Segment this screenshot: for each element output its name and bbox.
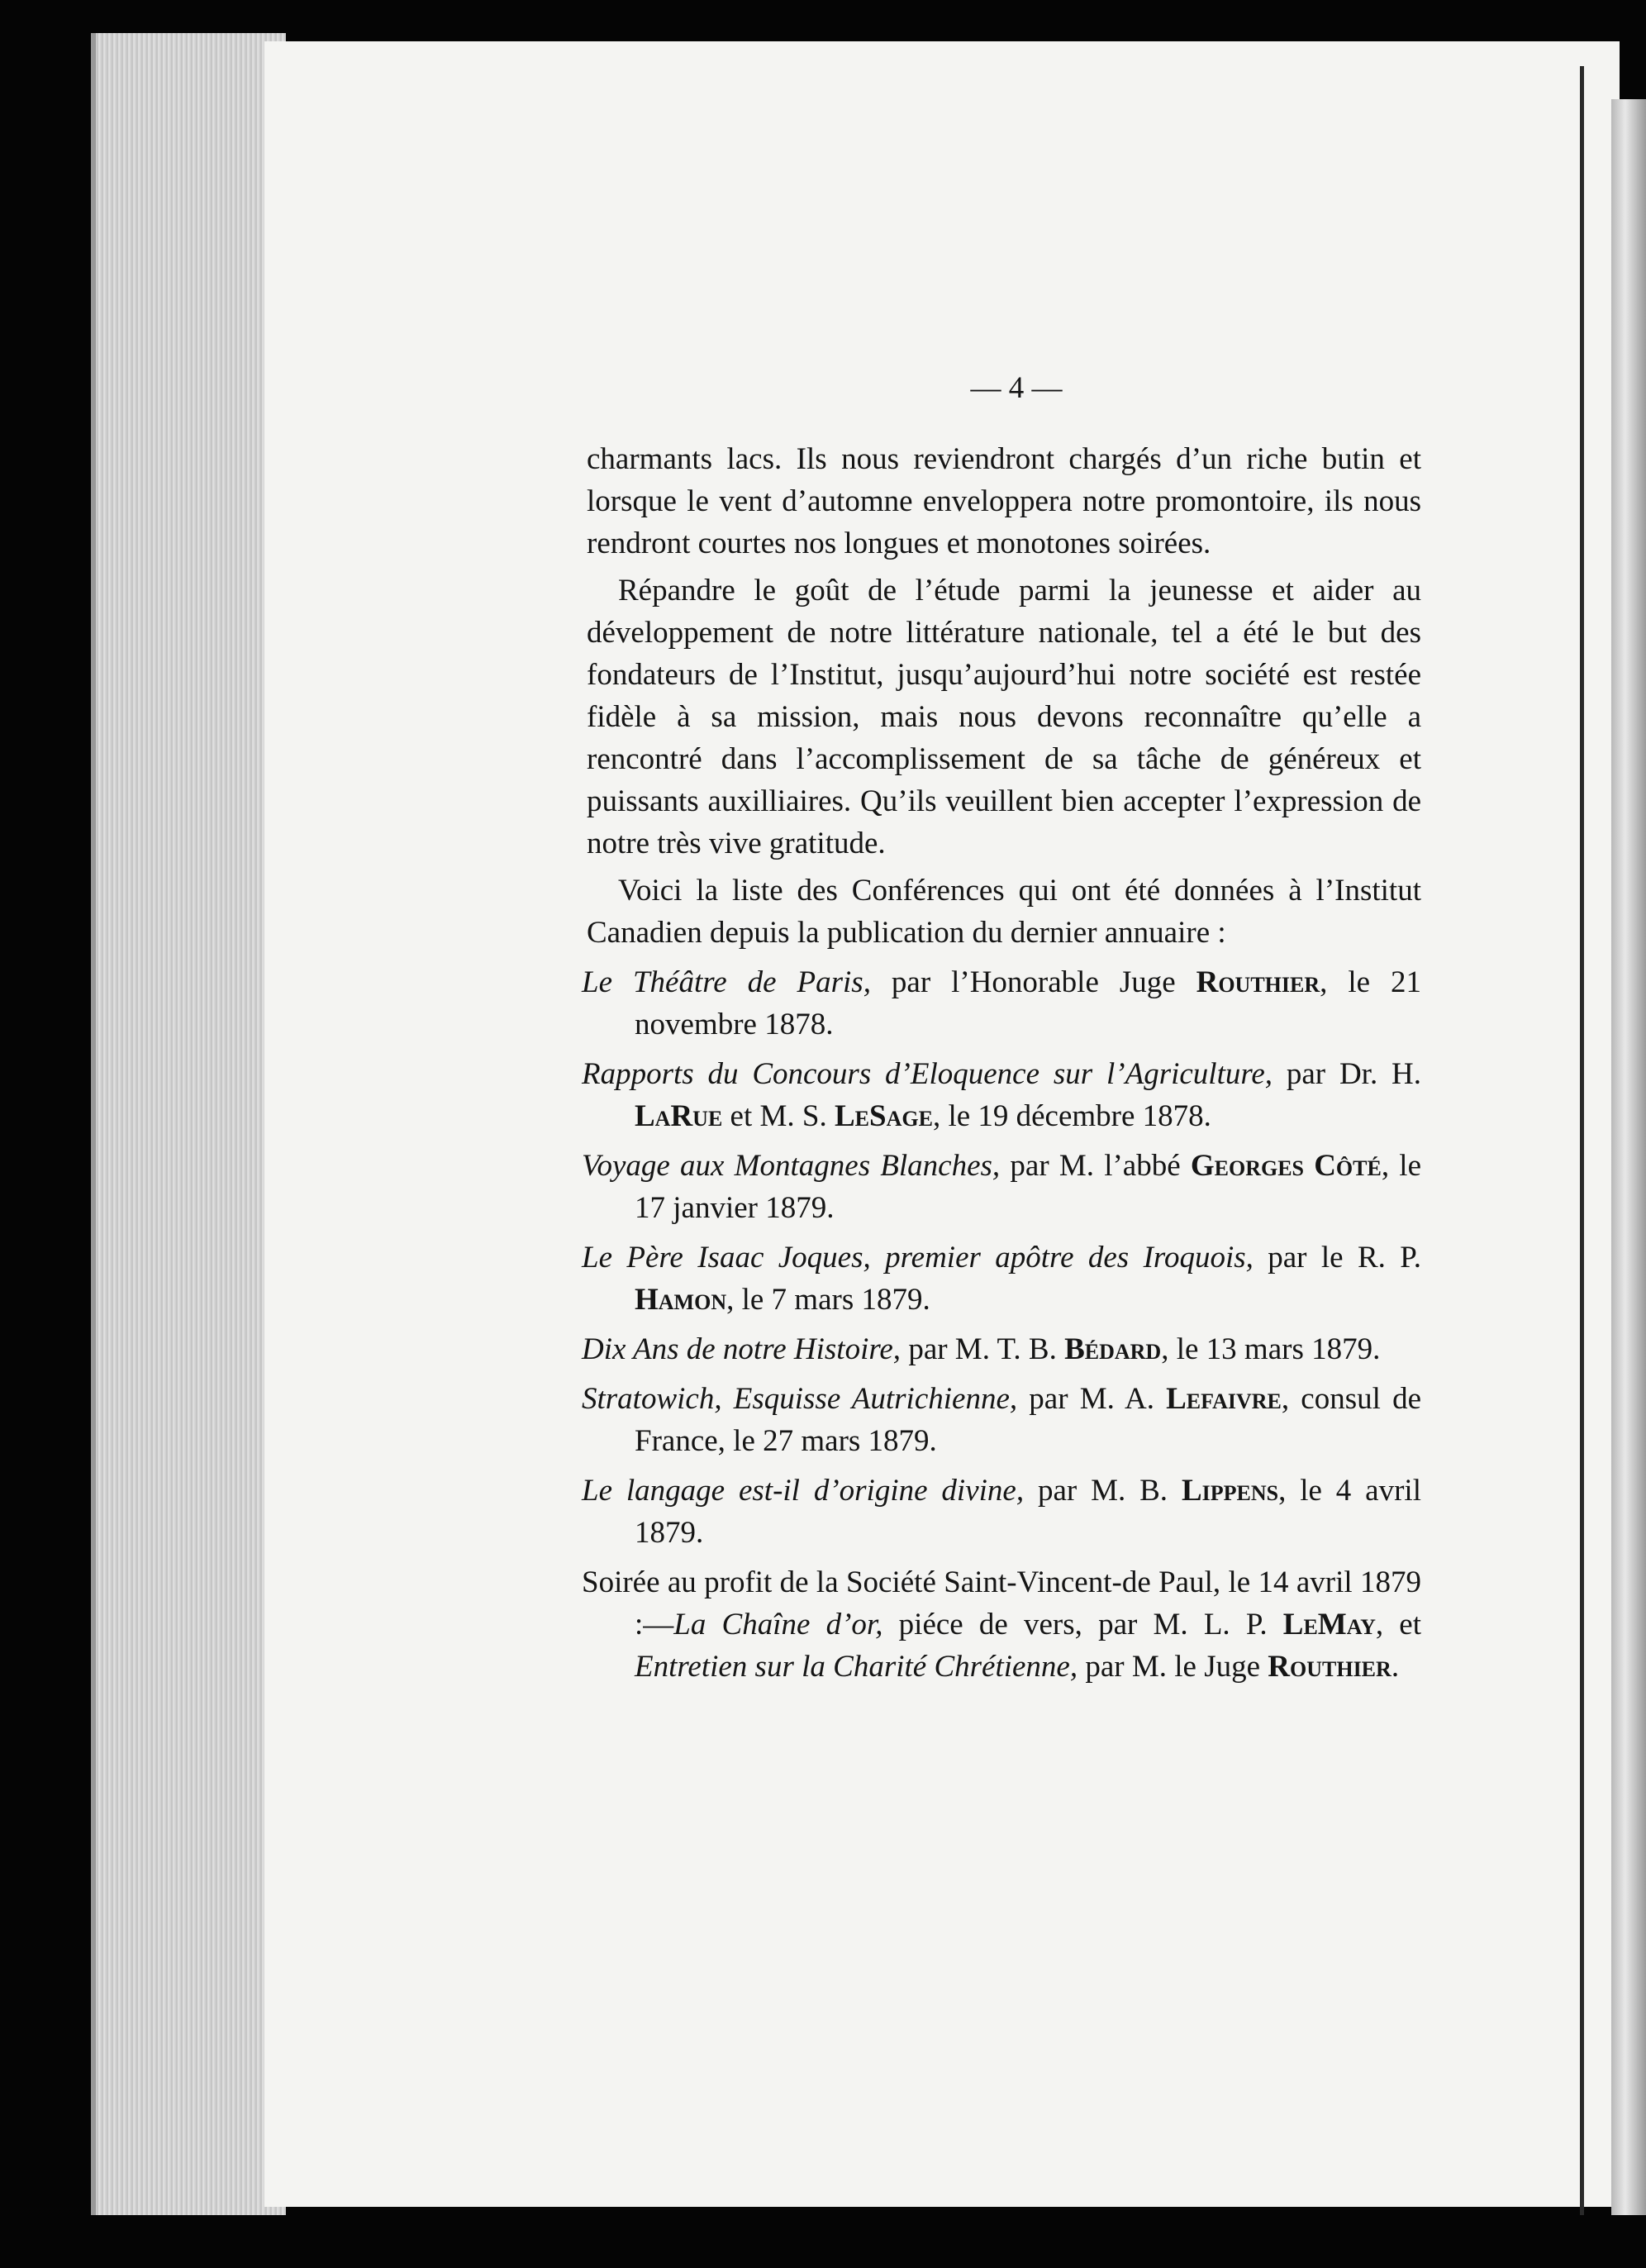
lecturer-name: Bédard [1064, 1332, 1162, 1366]
lecture-entry: Dix Ans de notre Histoire, par M. T. B. Bédard, le 13 mars 1879. [582, 1332, 1381, 1366]
lecture-title: Rapports du Concours d’Eloquence sur l’Agriculture, [582, 1057, 1273, 1091]
lecture-title: Voyage aux Montagnes Blanches, [582, 1149, 1001, 1183]
lecture-title: La Chaîne d’or, [673, 1608, 883, 1641]
book-page-edges [91, 33, 286, 2215]
lecturer-name: Lefaivre [1166, 1382, 1282, 1416]
paragraph-continuation: charmants lacs. Ils nous reviendront chargés d’un riche butin et lorsque le vent d’automne enveloppera notre promontoire, ils nous rendront courtes nos longues et monotones soirées. [587, 442, 1421, 560]
lecturer-name: LaRue [635, 1099, 723, 1133]
lecturer-name: Georges Côté [1190, 1149, 1382, 1183]
lecture-entry: Le langage est-il d’origine divine, par M. B. Lippens, le 4 avril 1879. [582, 1474, 1421, 1550]
facing-page-edge [1611, 99, 1646, 2215]
lecturer-name: Lippens [1181, 1474, 1279, 1508]
paragraph-purpose: Répandre le goût de l’étude parmi la jeunesse et aider au développement de notre littérature nationale, tel a été le but des fondateurs de l’Institut, jusqu’aujourd’hui notre société est restée fidèle à sa mission, mais nous devons reconnaître qu’elle a rencontré dans l’accomplissement de sa tâche de généreux et puissants auxilliaires. Qu’ils veuillent bien accepter l’expression de notre très vive gratitude. [587, 574, 1421, 860]
soiree-entry: Soirée au profit de la Société Saint-Vincent-de Paul, le 14 avril 1879 :—La Chaîne d’or, piéce de vers, par M. L. P. LeMay, et Entretien sur la Charité Chrétienne, par M. le Juge Routhier. [582, 1565, 1422, 1684]
lecture-entry: Rapports du Concours d’Eloquence sur l’Agriculture, par Dr. H. LaRue et M. S. LeSage, le 19 décembre 1878. [582, 1057, 1421, 1133]
lecturer-name: LeSage [834, 1099, 933, 1133]
lecture-entry: Stratowich, Esquisse Autrichienne, par M. A. Lefaivre, consul de France, le 27 mars 1879. [582, 1382, 1421, 1458]
lecture-entry: Le Théâtre de Paris, par l’Honorable Juge Routhier, le 21 novembre 1878. [582, 965, 1421, 1041]
lecture-title: Le langage est-il d’origine divine, [582, 1474, 1025, 1508]
lecturer-name: Routhier [1196, 965, 1320, 999]
lecturer-name: Routhier [1268, 1650, 1391, 1684]
page-number: — 4 — [970, 371, 1063, 405]
lecture-entry: Le Père Isaac Joques, premier apôtre des Iroquois, par le R. P. Hamon, le 7 mars 1879. [582, 1241, 1421, 1317]
page-gutter-shadow [1580, 66, 1584, 2215]
paragraph-list-intro: Voici la liste des Conférences qui ont été données à l’Institut Canadien depuis la publication du dernier annuaire : [587, 874, 1421, 950]
lecturer-name: LeMay [1282, 1608, 1376, 1641]
lecture-entry: Voyage aux Montagnes Blanches, par M. l’abbé Georges Côté, le 17 janvier 1879. [582, 1149, 1422, 1225]
lecture-title: Dix Ans de notre Histoire, [582, 1332, 901, 1366]
lecture-title: Entretien sur la Charité Chrétienne, [635, 1650, 1078, 1684]
page-text [582, 438, 1422, 1688]
lecture-title: Le Théâtre de Paris, [582, 965, 871, 999]
lecture-title: Le Père Isaac Joques, premier apôtre des Iroquois, [582, 1241, 1254, 1275]
lecture-title: Stratowich, Esquisse Autrichienne, [582, 1382, 1018, 1416]
lecturer-name: Hamon [635, 1283, 727, 1317]
